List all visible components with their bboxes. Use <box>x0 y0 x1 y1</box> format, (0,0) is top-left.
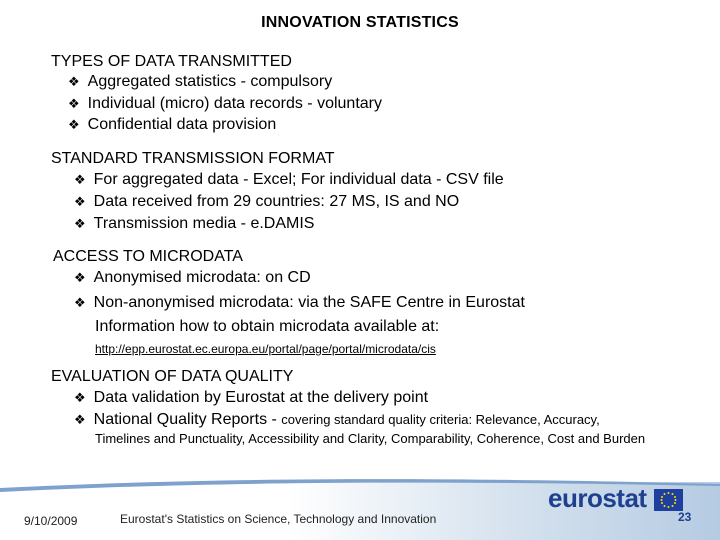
quality-criteria-continuation: Timelines and Punctuality, Accessibility and Clarity, Comparability, Coherence, Cost and Burden <box>95 431 646 446</box>
list-item-label: National Quality Reports - <box>93 411 282 428</box>
list-item <box>74 294 525 312</box>
section-heading-quality: EVALUATION OF DATA QUALITY <box>51 368 294 385</box>
diamond-bullet-icon: ❖ <box>74 390 86 405</box>
page-title: INNOVATION STATISTICS <box>261 14 459 31</box>
list-item-label: Anonymised microdata: on CD <box>93 269 311 286</box>
list-item <box>68 116 276 134</box>
list-item-label: For aggregated data - Excel; For individual data - CSV file <box>93 171 504 188</box>
list-item <box>68 73 332 91</box>
quality-criteria-text: covering standard quality criteria: Relevance, Accuracy, <box>281 412 600 427</box>
footer-date: 9/10/2009 <box>24 514 78 528</box>
diamond-bullet-icon: ❖ <box>68 74 80 89</box>
microdata-info-text: Information how to obtain microdata available at: <box>95 318 440 335</box>
page-number: 23 <box>678 510 692 524</box>
section-heading-types: TYPES OF DATA TRANSMITTED <box>51 53 292 70</box>
diamond-bullet-icon: ❖ <box>68 117 80 132</box>
list-item-label: Data validation by Eurostat at the delivery point <box>93 389 429 406</box>
list-item-label: Individual (micro) data records - voluntary <box>87 95 382 112</box>
list-item-label: Transmission media - e.DAMIS <box>93 215 315 232</box>
list-item <box>74 215 314 233</box>
list-item <box>74 269 311 287</box>
list-item <box>74 193 459 211</box>
section-heading-microdata: ACCESS TO MICRODATA <box>53 248 243 265</box>
footer-text: Eurostat's Statistics on Science, Technology and Innovation <box>120 512 437 526</box>
diamond-bullet-icon: ❖ <box>74 412 86 427</box>
diamond-bullet-icon: ❖ <box>74 295 86 310</box>
eurostat-logo: eurostat <box>548 483 647 513</box>
eu-flag-icon <box>654 489 683 511</box>
list-item <box>74 411 600 429</box>
diamond-bullet-icon: ❖ <box>74 194 86 209</box>
microdata-link[interactable]: http://epp.eurostat.ec.europa.eu/portal/page/portal/microdata/cis <box>95 342 436 356</box>
section-heading-format: STANDARD TRANSMISSION FORMAT <box>51 150 335 167</box>
diamond-bullet-icon: ❖ <box>68 96 80 111</box>
list-item-label: Data received from 29 countries: 27 MS, IS and NO <box>93 193 460 210</box>
list-item-label: Confidential data provision <box>87 116 277 133</box>
list-item <box>74 171 504 189</box>
list-item-label: Non-anonymised microdata: via the SAFE Centre in Eurostat <box>93 294 525 311</box>
diamond-bullet-icon: ❖ <box>74 216 86 231</box>
diamond-bullet-icon: ❖ <box>74 270 86 285</box>
diamond-bullet-icon: ❖ <box>74 172 86 187</box>
list-item-label: Aggregated statistics - compulsory <box>87 73 333 90</box>
list-item <box>68 95 382 113</box>
list-item <box>74 389 428 407</box>
